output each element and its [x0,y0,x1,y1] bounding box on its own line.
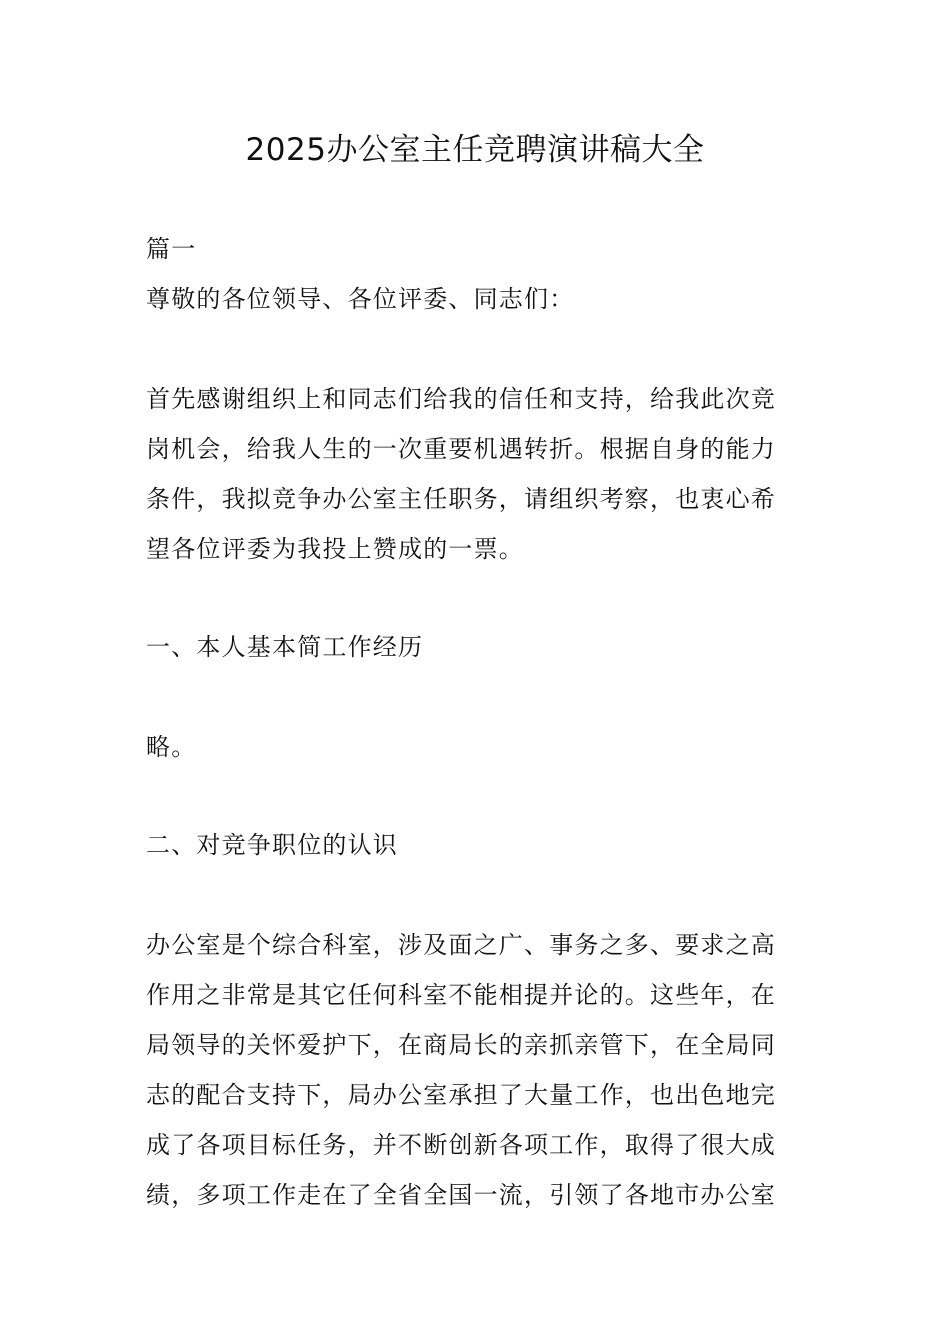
brief-note [146,722,808,772]
brief-note-text: 略。 [146,733,197,761]
paragraph-line: 志的配合支持下，局办公室承担了大量工作，也出色地完 [146,1081,776,1109]
section-label [146,224,808,274]
heading-2 [146,820,808,870]
paragraph-line: 成了各项目标任务，并不断创新各项工作，取得了很大成 [146,1131,776,1159]
paragraph-1 [146,374,808,574]
paragraph-line: 绩，多项工作走在了全省全国一流，引领了各地市办公室 [146,1181,776,1209]
section-label-text: 篇一 [146,235,197,263]
paragraph-line: 条件，我拟竞争办公室主任职务，请组织考察，也衷心希 [146,485,776,513]
document-title: 2025办公室主任竞聘演讲稿大全 [245,132,705,168]
salutation-text: 尊敬的各位领导、各位评委、同志们： [146,285,575,313]
paragraph-line: 局领导的关怀爱护下，在商局长的亲抓亲管下，在全局同 [146,1031,776,1059]
heading-1 [146,622,808,672]
heading-1-text: 一、本人基本简工作经历 [146,633,424,661]
paragraph-line: 望各位评委为我投上赞成的一票。 [146,535,524,563]
paragraph-line: 首先感谢组织上和同志们给我的信任和支持，给我此次竞 [146,385,776,413]
paragraph-line: 作用之非常是其它任何科室不能相提并论的。这些年，在 [146,981,776,1009]
heading-2-text: 二、对竞争职位的认识 [146,831,398,859]
paragraph-2 [146,920,808,1220]
salutation [146,274,808,324]
paragraph-line: 岗机会，给我人生的一次重要机遇转折。根据自身的能力 [146,435,776,463]
paragraph-line: 办公室是个综合科室，涉及面之广、事务之多、要求之高 [146,931,776,959]
